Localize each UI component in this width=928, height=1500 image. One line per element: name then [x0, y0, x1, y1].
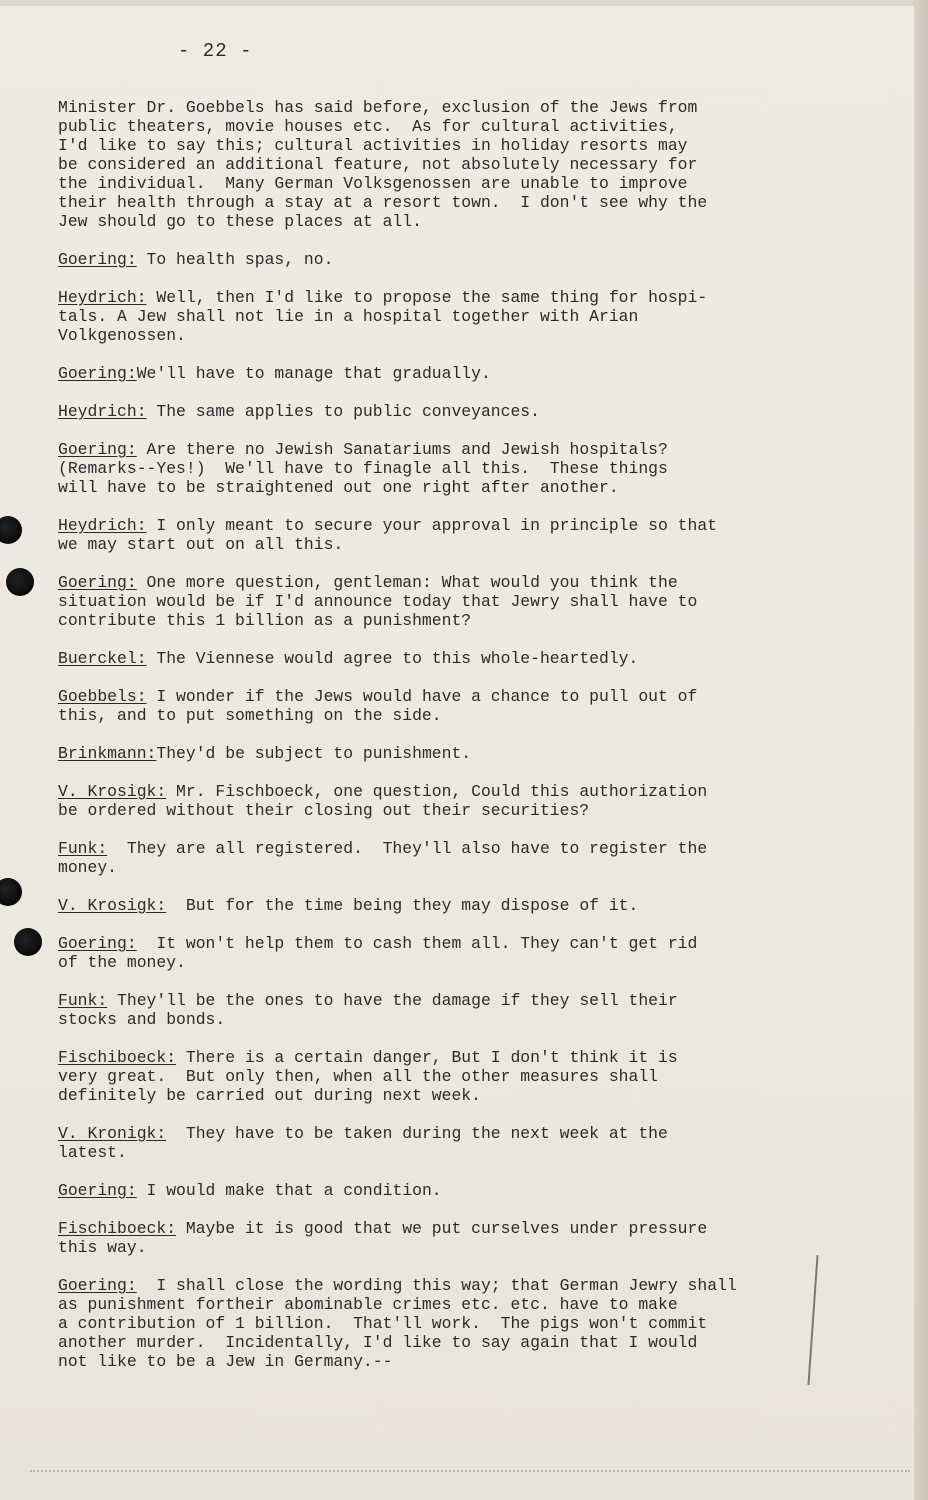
dialogue-entry [58, 991, 848, 1029]
entry-text: The same applies to public conveyances. [146, 402, 540, 421]
dialogue-entry [58, 839, 848, 877]
entry-text: They are all registered. They'll also have to register the money. [58, 839, 708, 877]
dialogue-entry [58, 782, 848, 820]
dialogue-entry [58, 573, 848, 630]
dialogue-entry [58, 687, 848, 725]
intro-paragraph: Minister Dr. Goebbels has said before, exclusion of the Jews from public theaters, movie houses etc. As for cultural activities, I'd like to say this; cultural activities in holiday resorts may be considered an additional feature, not absolutely necessary for the individual. Many German Volksgenossen are unable to improve their health through a stay at a resort town. I don't see why the Jew should go to these places at all. [58, 98, 708, 231]
speaker-name: Goering: [58, 573, 137, 592]
entry-text: Mr. Fischboeck, one question, Could this authorization be ordered without their closing out their securities? [58, 782, 708, 820]
dialogue-entry [58, 896, 848, 915]
dialogue-entry [58, 1276, 848, 1371]
dialogue-entry [58, 440, 848, 497]
dialogue-entries [58, 250, 848, 1371]
speaker-name: Fischiboeck: [58, 1219, 177, 1238]
page-right-edge [914, 0, 928, 1500]
entry-text: Are there no Jewish Sanatariums and Jewish hospitals? (Remarks--Yes!) We'll have to finagle all this. These things will have to be straightened out one right after another. [58, 440, 668, 497]
speaker-name: Goering: [58, 364, 137, 383]
page-number: - 22 - [178, 40, 253, 62]
speaker-name: Goering: [58, 934, 137, 953]
dialogue-entry [58, 402, 848, 421]
entry-text: Maybe it is good that we put curselves under pressure this way. [58, 1219, 708, 1257]
dialogue-entry [58, 250, 848, 269]
speaker-name: Funk: [58, 991, 108, 1010]
punch-hole [14, 928, 42, 956]
dialogue-entry [58, 1181, 848, 1200]
speaker-name: Goebbels: [58, 687, 147, 706]
entry-text: It won't help them to cash them all. They can't get rid of the money. [58, 934, 698, 972]
speaker-name: Goering: [58, 440, 137, 459]
entry-text: Well, then I'd like to propose the same thing for hospi- tals. A Jew shall not lie in a hospital together with Arian Volkgenossen. [58, 288, 708, 345]
dialogue-entry [58, 516, 848, 554]
speaker-name: Funk: [58, 839, 108, 858]
punch-hole [0, 878, 22, 906]
speaker-name: Heydrich: [58, 402, 147, 421]
dialogue-entry [58, 288, 848, 345]
punch-hole [6, 568, 34, 596]
entry-text: There is a certain danger, But I don't think it is very great. But only then, when all the other measures shall definitely be carried out during next week. [58, 1048, 678, 1105]
entry-text: I shall close the wording this way; that German Jewry shall as punishment fortheir abominable crimes etc. etc. have to make a contribution of 1 billion. That'll work. The pigs won't commit another murder. Incidentally, I'd like to say again that I would not like to be a Jew in Germany.-- [58, 1276, 737, 1371]
speaker-name: Brinkmann: [58, 744, 157, 763]
speaker-name: Fischiboeck: [58, 1048, 177, 1067]
page-top-edge [0, 0, 928, 6]
entry-text: I wonder if the Jews would have a chance to pull out of this, and to put something on the side. [58, 687, 698, 725]
entry-text: We'll have to manage that gradually. [136, 364, 491, 383]
entry-text: To health spas, no. [136, 250, 334, 269]
punch-hole [0, 516, 22, 544]
entry-text: They'll be the ones to have the damage if they sell their stocks and bonds. [58, 991, 678, 1029]
entry-text: But for the time being they may dispose of it. [166, 896, 639, 915]
speaker-name: Goering: [58, 1181, 137, 1200]
speaker-name: Goering: [58, 250, 137, 269]
dialogue-entry [58, 1219, 848, 1257]
speaker-name: Buerckel: [58, 649, 147, 668]
bottom-dotted-rule [30, 1470, 910, 1472]
entry-text: They have to be taken during the next week at the latest. [58, 1124, 668, 1162]
dialogue-entry [58, 1124, 848, 1162]
dialogue-entry [58, 934, 848, 972]
speaker-name: V. Krosigk: [58, 782, 167, 801]
dialogue-entry [58, 744, 848, 763]
entry-text: The Viennese would agree to this whole-heartedly. [146, 649, 639, 668]
transcript-body [58, 98, 848, 1390]
dialogue-entry [58, 364, 848, 383]
speaker-name: Heydrich: [58, 288, 147, 307]
speaker-name: Heydrich: [58, 516, 147, 535]
speaker-name: V. Kronigk: [58, 1124, 167, 1143]
entry-text: One more question, gentleman: What would you think the situation would be if I'd announce today that Jewry shall have to contribute this 1 billion as a punishment? [58, 573, 698, 630]
speaker-name: V. Krosigk: [58, 896, 167, 915]
entry-text: They'd be subject to punishment. [156, 744, 472, 763]
speaker-name: Goering: [58, 1276, 137, 1295]
entry-text: I would make that a condition. [136, 1181, 442, 1200]
dialogue-entry [58, 649, 848, 668]
entry-text: I only meant to secure your approval in principle so that we may start out on all this. [58, 516, 718, 554]
dialogue-entry [58, 1048, 848, 1105]
